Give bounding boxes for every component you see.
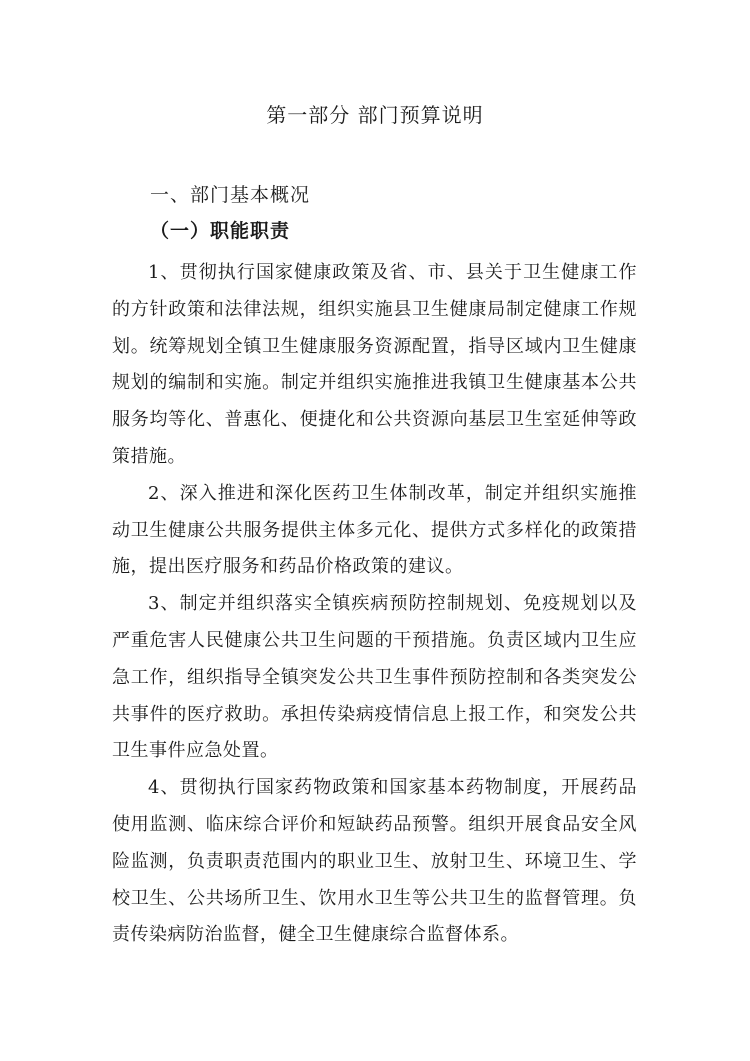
- body-text: [112, 255, 637, 954]
- page-title: 第一部分 部门预算说明: [266, 103, 484, 127]
- sub-heading: （一）职能职责: [150, 220, 291, 242]
- paragraph-4: 4、贯彻执行国家药物政策和国家基本药物制度，开展药品使用监测、临床综合评价和短缺药品预警。组织开展食品安全风险监测，负责职责范围内的职业卫生、放射卫生、环境卫生、学校卫生、公共场所卫生、饮用水卫生等公共卫生的监督管理。负责传染病防治监督，健全卫生健康综合监督体系。: [112, 777, 637, 946]
- section-heading: 一、部门基本概况: [150, 184, 311, 206]
- paragraph-3: 3、制定并组织落实全镇疾病预防控制规划、免疫规划以及严重危害人民健康公共卫生问题的干预措施。负责区域内卫生应急工作，组织指导全镇突发公共卫生事件预防控制和各类突发公共事件的医疗救助。承担传染病疫情信息上报工作，和突发公共卫生事件应急处置。: [112, 593, 637, 762]
- paragraph-1: 1、贯彻执行国家健康政策及省、市、县关于卫生健康工作的方针政策和法律法规，组织实施县卫生健康局制定健康工作规划。统筹规划全镇卫生健康服务资源配置，指导区域内卫生健康规划的编制和实施。制定并组织实施推进我镇卫生健康基本公共服务均等化、普惠化、便捷化和公共资源向基层卫生室延伸等政策措施。: [112, 262, 637, 467]
- paragraph-2: 2、深入推进和深化医药卫生体制改革，制定并组织实施推动卫生健康公共服务提供主体多元化、提供方式多样化的政策措施，提出医疗服务和药品价格政策的建议。: [112, 482, 637, 578]
